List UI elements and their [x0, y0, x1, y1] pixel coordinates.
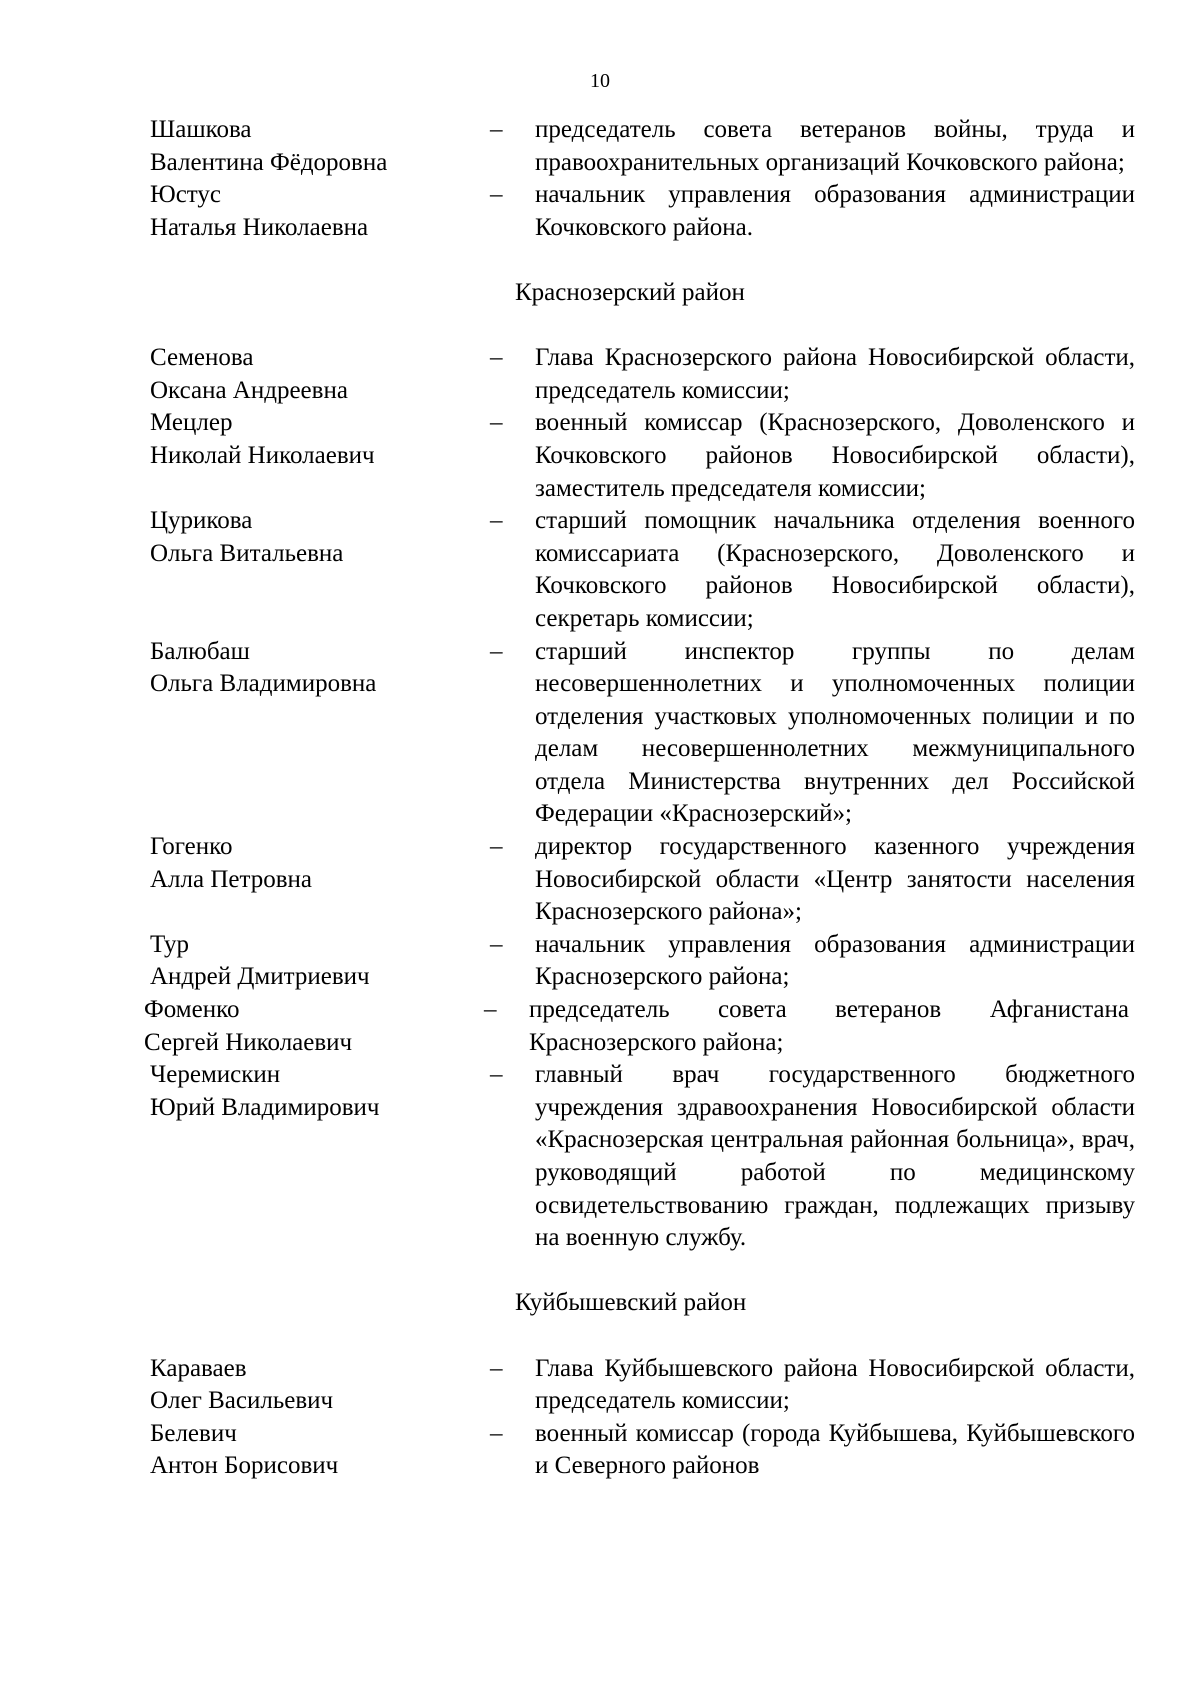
- dash-separator: –: [490, 409, 503, 437]
- member-name: [144, 994, 484, 1059]
- dash-separator: –: [490, 1061, 503, 1089]
- member-position: Глава Краснозерского района Новосибирской области, председатель комиссии;: [535, 344, 1135, 404]
- member-surname: Цурикова: [150, 507, 253, 535]
- dash-separator: –: [490, 507, 503, 535]
- member-entry: [150, 831, 1140, 929]
- member-name: [150, 929, 490, 994]
- member-entry: [150, 114, 1140, 179]
- member-name: [150, 636, 490, 701]
- member-position: Глава Куйбышевского района Новосибирской области, председатель комиссии;: [535, 1354, 1135, 1415]
- member-given-names: Андрей Дмитриевич: [150, 963, 370, 991]
- member-surname: Балюбаш: [150, 637, 250, 665]
- member-name: [150, 1059, 490, 1124]
- commission-list: [144, 114, 1140, 1483]
- member-name: [150, 1418, 490, 1483]
- member-position: старший помощник начальника отделения военного комиссариата (Краснозерского, Доволенского и Кочковского районов Новосибирской области), секретарь комиссии;: [535, 507, 1135, 632]
- member-given-names: Николай Николаевич: [150, 441, 375, 469]
- dash-separator: –: [490, 1354, 503, 1382]
- member-position: старший инспектор группы по делам несовершеннолетних и уполномоченных полиции отделения участковых уполномоченных полиции и по делам несовершеннолетних межмуниципального отдела Министерства внутренних дел Российской Федерации «Краснозерский»;: [535, 637, 1135, 828]
- member-position: военный комиссар (Краснозерского, Доволенского и Кочковского районов Новосибирской области), заместитель председателя комиссии;: [535, 409, 1135, 502]
- member-given-names: Алла Петровна: [150, 865, 313, 893]
- member-given-names: Сергей Николаевич: [144, 1028, 353, 1056]
- dash-separator: –: [490, 1419, 503, 1447]
- member-entry: [150, 1418, 1140, 1483]
- member-entry: [150, 1059, 1140, 1255]
- member-given-names: Олег Васильевич: [150, 1387, 334, 1415]
- member-surname: Караваев: [150, 1354, 247, 1382]
- member-entry: [150, 179, 1140, 244]
- member-entry: [150, 342, 1140, 407]
- member-name: [150, 342, 490, 407]
- member-name: [150, 114, 490, 179]
- member-given-names: Валентина Фёдоровна: [150, 148, 388, 176]
- section-title-krasnozersky: Краснозерский район: [515, 278, 745, 306]
- dash-separator: –: [490, 344, 503, 372]
- member-name: [150, 407, 490, 472]
- member-name: [150, 179, 490, 244]
- member-surname: Мецлер: [150, 409, 233, 437]
- member-name: [150, 831, 490, 896]
- member-surname: Гогенко: [150, 833, 233, 861]
- member-position: председатель совета ветеранов войны, труда и правоохранительных организаций Кочковского района;: [535, 116, 1135, 176]
- member-given-names: Антон Борисович: [150, 1452, 339, 1480]
- member-surname: Шашкова: [150, 116, 252, 143]
- member-surname: Семенова: [150, 344, 254, 372]
- member-given-names: Ольга Витальевна: [150, 539, 344, 567]
- section-title-kuibyshevsky: Куйбышевский район: [515, 1289, 747, 1317]
- dash-separator: –: [484, 996, 497, 1024]
- member-surname: Тур: [150, 930, 190, 958]
- member-given-names: Наталья Николаевна: [150, 213, 369, 241]
- dash-separator: –: [490, 930, 503, 958]
- member-position: начальник управления образования администрации Кочковского района.: [535, 181, 1135, 241]
- member-position: председатель совета ветеранов Афганистана Краснозерского района;: [529, 996, 1129, 1056]
- member-given-names: Ольга Владимировна: [150, 670, 377, 698]
- page-number: 10: [590, 70, 610, 92]
- member-position: начальник управления образования администрации Краснозерского района;: [535, 930, 1135, 991]
- member-entry: [144, 994, 1140, 1059]
- member-surname: Черемискин: [150, 1061, 281, 1089]
- member-position: директор государственного казенного учреждения Новосибирской области «Центр занятости населения Краснозерского района»;: [535, 833, 1135, 926]
- member-position: военный комиссар (города Куйбышева, Куйбышевского и Северного районов: [535, 1419, 1135, 1480]
- member-entry: [150, 1353, 1140, 1418]
- member-given-names: Юрий Владимирович: [150, 1093, 380, 1121]
- member-entry: [150, 636, 1140, 832]
- member-surname: Фоменко: [144, 996, 240, 1024]
- member-entry: [150, 929, 1140, 994]
- dash-separator: –: [490, 637, 503, 665]
- member-position: главный врач государственного бюджетного учреждения здравоохранения Новосибирской области «Краснозерская центральная районная больница», врач, руководящий работой по медицинскому освидетельствованию граждан, подлежащих призыву на военную службу.: [535, 1061, 1135, 1252]
- member-entry: [150, 505, 1140, 635]
- member-surname: Белевич: [150, 1419, 237, 1447]
- member-given-names: Оксана Андреевна: [150, 376, 348, 404]
- dash-separator: –: [490, 181, 503, 209]
- member-name: [150, 1353, 490, 1418]
- dash-separator: –: [490, 833, 503, 861]
- member-entry: [150, 407, 1140, 505]
- member-name: [150, 505, 490, 570]
- dash-separator: –: [490, 116, 503, 143]
- member-surname: Юстус: [150, 181, 221, 209]
